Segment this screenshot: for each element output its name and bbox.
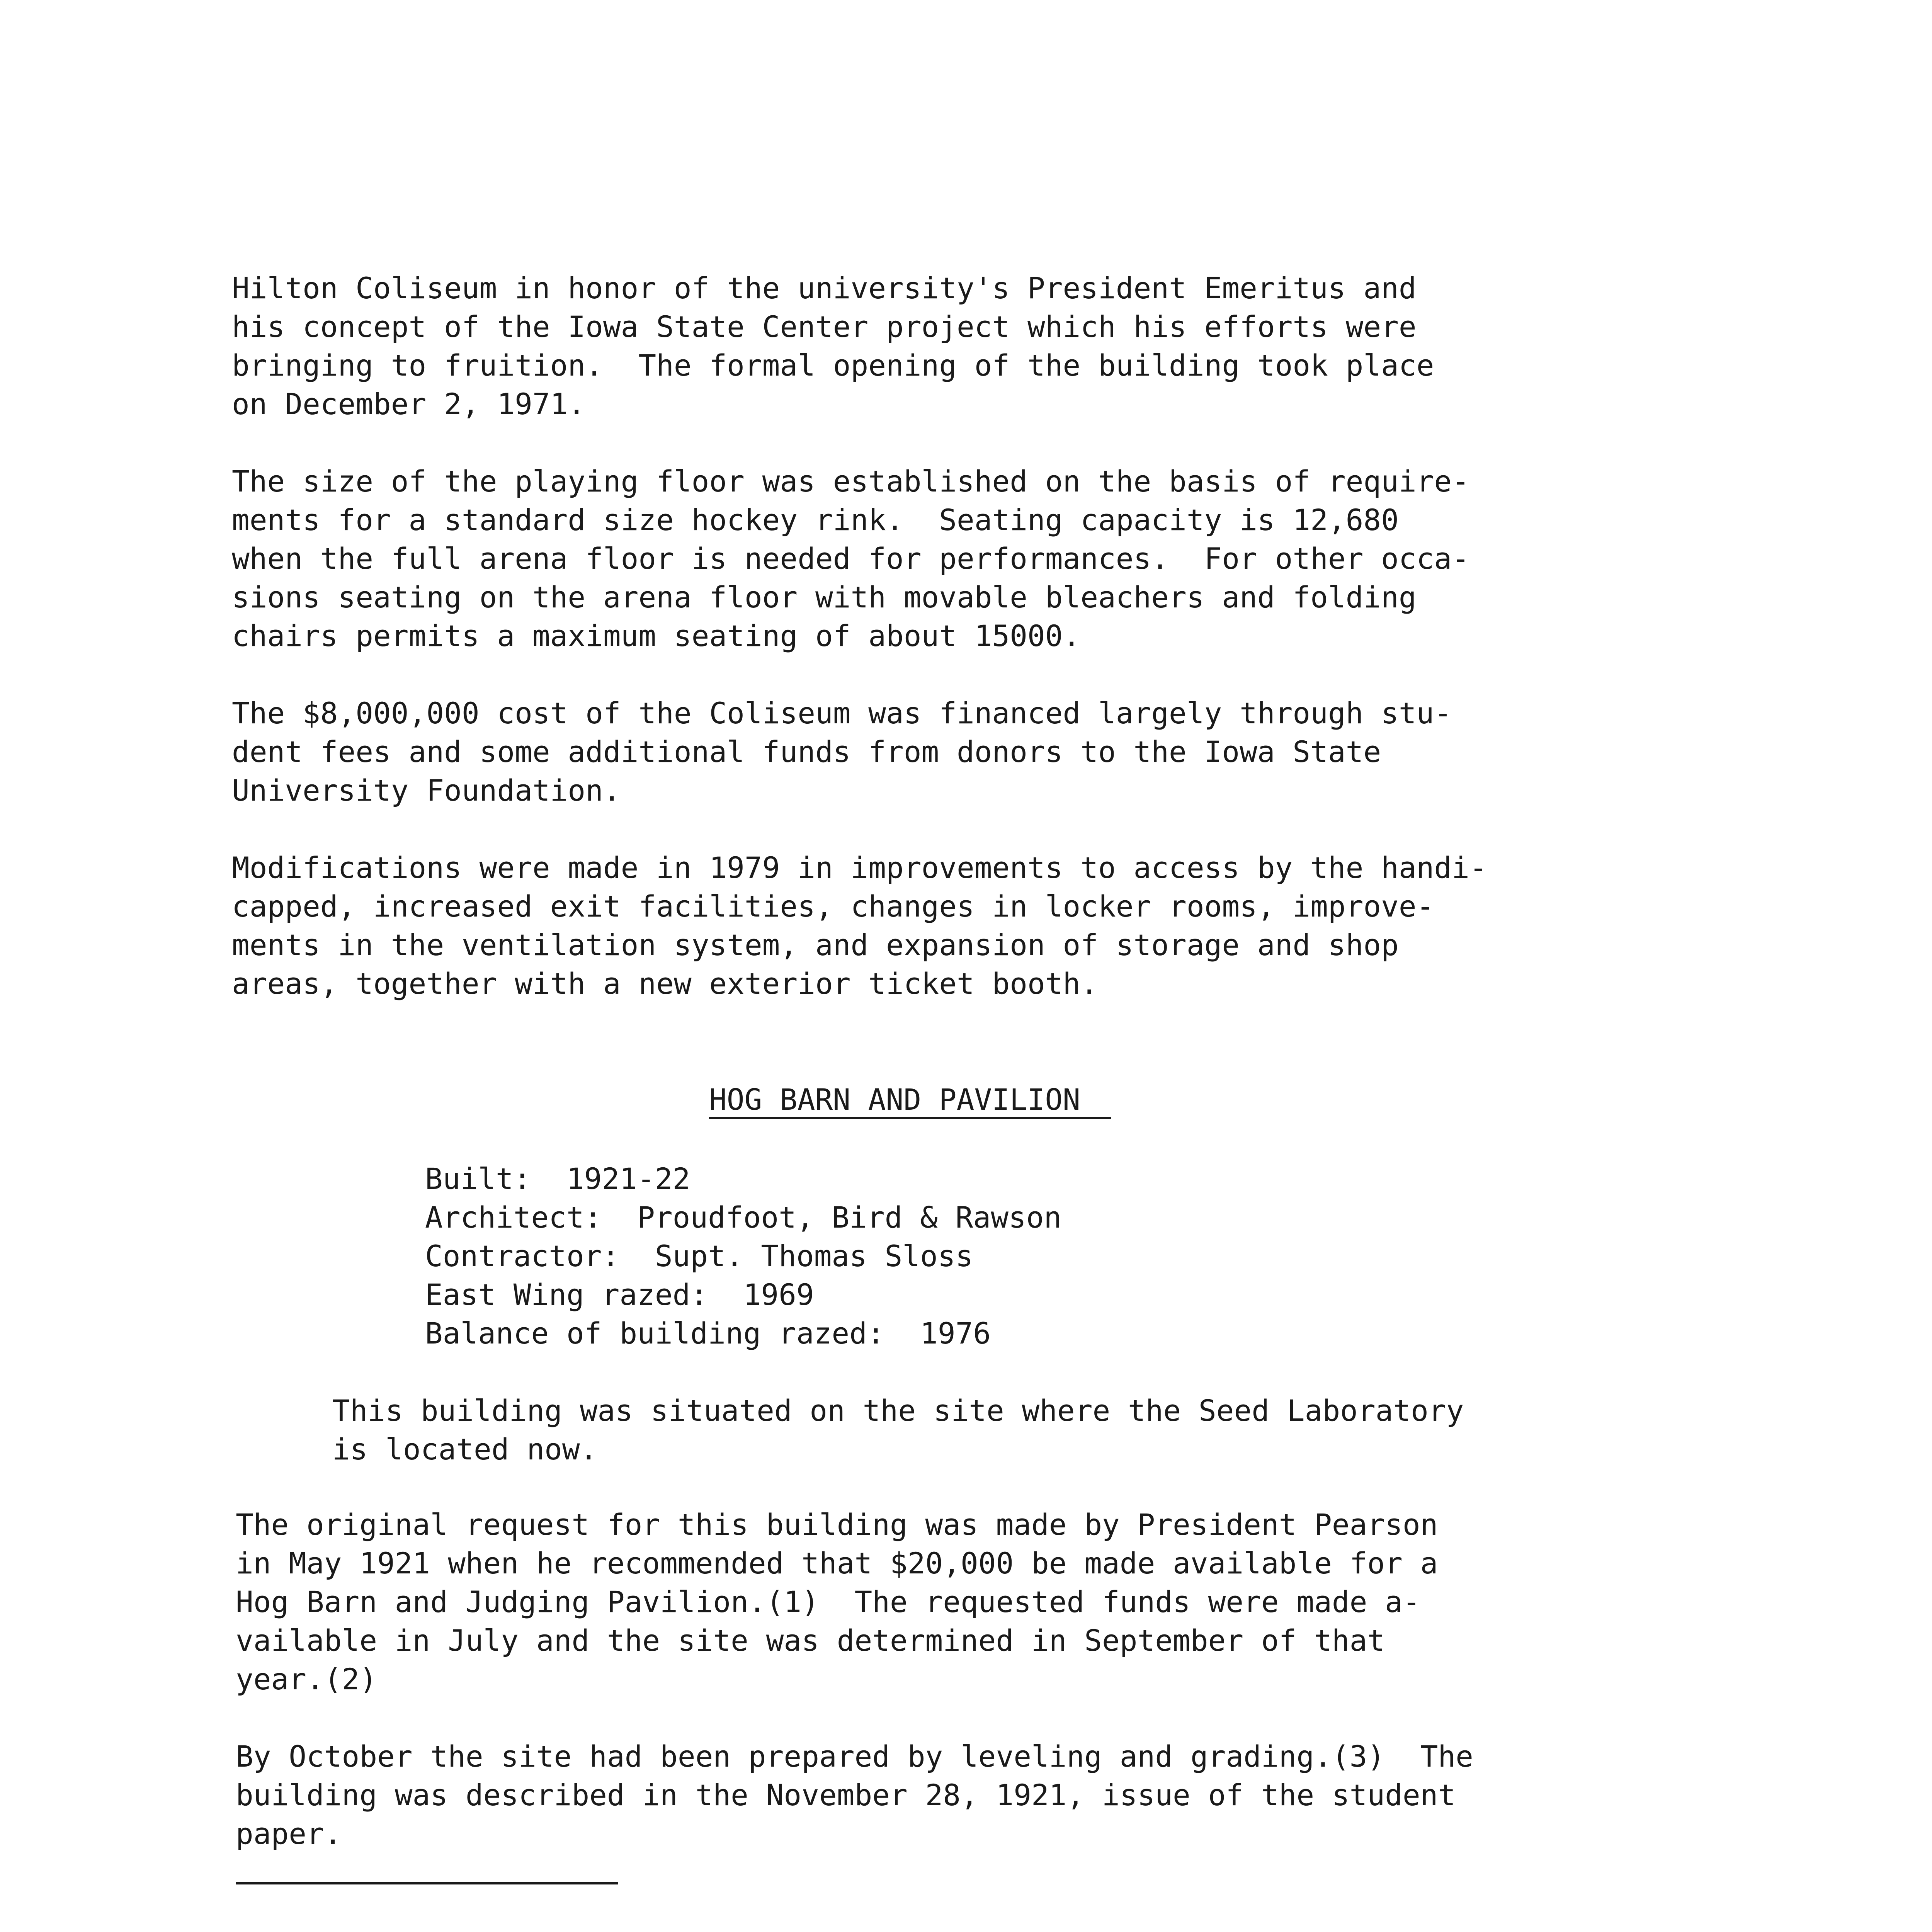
text-line: on December 2, 1971. [232, 387, 586, 421]
text-line: Hilton Coliseum in honor of the university's President Emeritus and [232, 271, 1417, 305]
text-line: University Foundation. [232, 773, 621, 808]
text-line: The original request for this building was made by President Pearson [236, 1507, 1438, 1542]
text-line: Modifications were made in 1979 in improvements to access by the handi- [232, 850, 1487, 885]
text-line: ments in the ventilation system, and expansion of storage and shop [232, 928, 1399, 962]
text-line: vailable in July and the site was determined in September of that [236, 1623, 1385, 1658]
text-line: The size of the playing floor was established on the basis of require- [232, 464, 1469, 498]
text-line: ments for a standard size hockey rink. Seating capacity is 12,680 [232, 503, 1399, 537]
footnote-separator [236, 1882, 618, 1884]
fact-balance-razed: Balance of building razed: 1976 [425, 1316, 991, 1350]
text-line: chairs permits a maximum seating of about 15000. [232, 619, 1081, 653]
text-line: is located now. [332, 1432, 598, 1466]
text-line: sions seating on the arena floor with movable bleachers and folding [232, 580, 1417, 614]
text-line: This building was situated on the site where the Seed Laboratory [332, 1393, 1464, 1428]
text-line: in May 1921 when he recommended that $20,000 be made available for a [236, 1546, 1438, 1580]
text-line: Hog Barn and Judging Pavilion.(1) The requested funds were made a- [236, 1585, 1420, 1619]
text-line: when the full arena floor is needed for performances. For other occa- [232, 541, 1469, 576]
fact-contractor: Contractor: Supt. Thomas Sloss [425, 1239, 973, 1273]
section-heading: HOG BARN AND PAVILION [709, 1082, 1080, 1117]
text-line: The $8,000,000 cost of the Coliseum was financed largely through stu- [232, 696, 1452, 730]
fact-built: Built: 1921-22 [425, 1162, 690, 1196]
text-line: paper. [236, 1816, 342, 1851]
heading-underline [709, 1117, 1111, 1119]
text-line: bringing to fruition. The formal opening of the building took place [232, 348, 1434, 383]
text-line: areas, together with a new exterior ticket booth. [232, 966, 1099, 1001]
text-line: building was described in the November 28, 1921, issue of the student [236, 1778, 1456, 1812]
text-line: capped, increased exit facilities, changes in locker rooms, improve- [232, 889, 1434, 923]
text-line: By October the site had been prepared by leveling and grading.(3) The [236, 1739, 1473, 1774]
fact-east-wing-razed: East Wing razed: 1969 [425, 1277, 814, 1312]
text-line: year.(2) [236, 1662, 378, 1696]
text-line: dent fees and some additional funds from donors to the Iowa State [232, 735, 1381, 769]
text-line: his concept of the Iowa State Center project which his efforts were [232, 310, 1417, 344]
fact-architect: Architect: Proudfoot, Bird & Rawson [425, 1200, 1062, 1235]
